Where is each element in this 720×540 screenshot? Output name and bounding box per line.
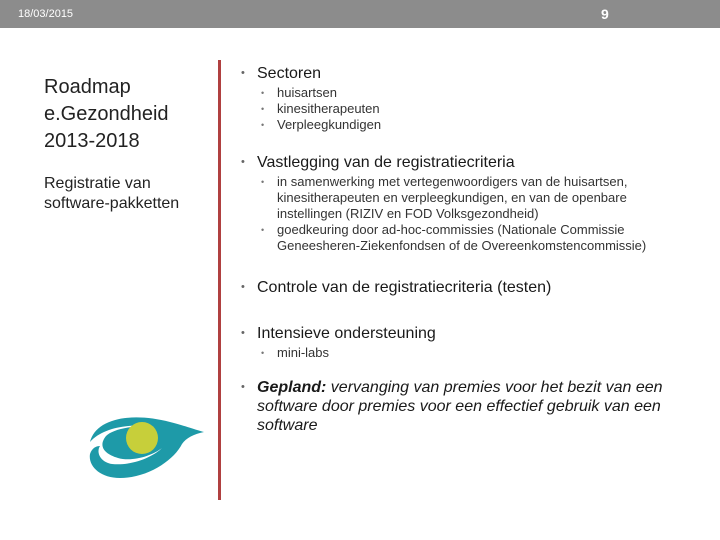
list-item-text: goedkeuring door ad-hoc-commissies (Nationale Commissie Geneesheren-Ziekenfondsen of de Overeenkomstencommissie) — [277, 222, 647, 253]
list-item-text: Verpleegkundigen — [277, 117, 382, 132]
section-title: Controle van de registratiecriteria (testen) — [257, 279, 552, 296]
sub-list — [238, 345, 678, 361]
slide-title: Roadmap e.Gezondheid 2013-2018 — [44, 76, 169, 152]
bullet-icon: • — [241, 156, 245, 168]
list-item-text: mini-labs — [277, 345, 330, 360]
section-title: Intensieve ondersteuning — [257, 325, 436, 342]
section-title-rest: vervanging van premies voor het bezit van een software door premies voor een effectief gebruik van een software — [257, 379, 663, 434]
vertical-divider — [218, 60, 221, 500]
list-item — [238, 101, 678, 117]
sub-list — [238, 85, 678, 133]
section-title: Sectoren — [257, 65, 322, 82]
section-ondersteuning — [238, 324, 678, 343]
bullet-icon: • — [241, 281, 245, 293]
bullet-icon: • — [261, 225, 265, 235]
section-title-bold: Gepland: — [257, 379, 327, 396]
bullet-icon: • — [241, 381, 245, 393]
list-item — [238, 174, 678, 222]
list-item — [238, 222, 678, 254]
slide-date: 18/03/2015 — [18, 8, 74, 20]
list-item-text: kinesitherapeuten — [277, 101, 380, 116]
list-item — [238, 85, 678, 101]
bullet-icon: • — [241, 327, 245, 339]
list-item-text: in samenwerking met vertegenwoordigers van de huisartsen, kinesitherapeuten en verpleegkundigen, en van de openbare instellingen (RIZIV en FOD Volksgezondheid) — [277, 174, 628, 221]
organisation-logo-icon — [82, 404, 212, 484]
logo-graphic — [82, 404, 212, 484]
section-sectoren — [238, 64, 678, 83]
section-controle — [238, 278, 678, 297]
slide-page-number: 9 — [601, 6, 609, 22]
bullet-content — [238, 64, 678, 435]
top-bar — [0, 0, 720, 28]
bullet-icon: • — [261, 104, 265, 114]
list-item — [238, 117, 678, 133]
bullet-icon: • — [261, 177, 265, 187]
slide-subtitle: Registratie van software-pakketten — [44, 175, 180, 212]
bullet-icon: • — [261, 88, 265, 98]
section-title: Vastlegging van de registratiecriteria — [257, 154, 515, 171]
list-item — [238, 345, 678, 361]
bullet-icon: • — [241, 67, 245, 79]
sub-list — [238, 174, 678, 254]
logo-dot — [126, 422, 158, 454]
bullet-icon: • — [261, 348, 265, 358]
section-vastlegging — [238, 153, 678, 172]
list-item-text: huisartsen — [277, 85, 337, 100]
bullet-icon: • — [261, 120, 265, 130]
section-gepland — [238, 378, 678, 435]
